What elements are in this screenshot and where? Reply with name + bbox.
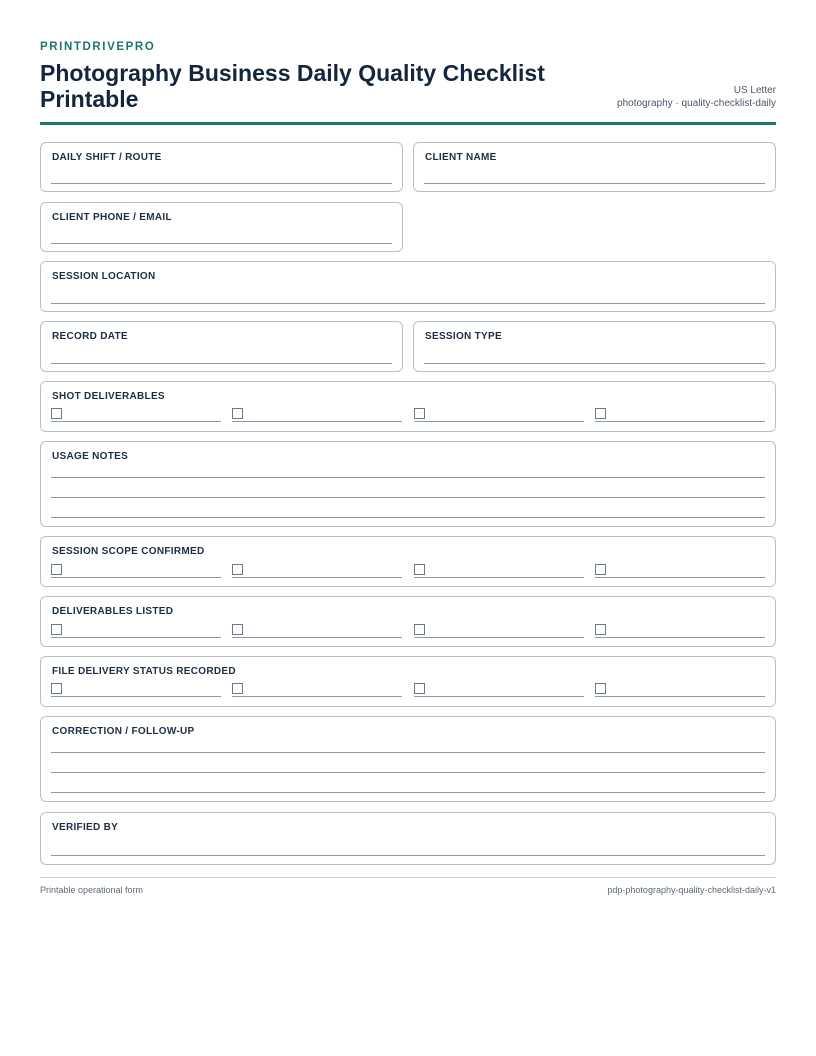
write-line[interactable]: [51, 363, 392, 364]
field-label: SESSION LOCATION: [52, 271, 156, 282]
record-date-field[interactable]: [40, 321, 403, 372]
checkbox-group: [51, 563, 765, 579]
checkbox[interactable]: [595, 683, 606, 694]
field-label: SESSION TYPE: [425, 331, 502, 342]
field-label: CORRECTION / FOLLOW-UP: [52, 726, 195, 737]
checkbox-item[interactable]: [232, 407, 402, 422]
write-line[interactable]: [424, 363, 765, 364]
write-line[interactable]: [51, 183, 392, 184]
footer-divider: [40, 877, 776, 878]
field-label: SHOT DELIVERABLES: [52, 391, 165, 402]
checkbox[interactable]: [595, 564, 606, 575]
deliverables-listed-field: [40, 596, 776, 647]
usage-notes-field[interactable]: [40, 441, 776, 527]
paper-size-label: US Letter: [733, 85, 776, 96]
checkbox-item[interactable]: [51, 682, 221, 697]
field-label: USAGE NOTES: [52, 451, 129, 462]
write-line[interactable]: [51, 772, 765, 773]
checkbox-group: [51, 623, 765, 639]
session-location-field[interactable]: [40, 261, 776, 312]
field-label: VERIFIED BY: [52, 822, 119, 833]
session-type-field[interactable]: [413, 321, 776, 372]
checkbox[interactable]: [414, 408, 425, 419]
field-label: RECORD DATE: [52, 331, 128, 342]
checkbox[interactable]: [414, 564, 425, 575]
checkbox-item[interactable]: [595, 407, 765, 422]
field-label: DAILY SHIFT / ROUTE: [52, 152, 162, 163]
checkbox-item[interactable]: [232, 563, 402, 578]
checkbox-item[interactable]: [232, 623, 402, 638]
field-label: FILE DELIVERY STATUS RECORDED: [52, 666, 236, 677]
write-line[interactable]: [51, 792, 765, 793]
checkbox[interactable]: [51, 624, 62, 635]
checkbox-item[interactable]: [414, 682, 584, 697]
page-title: Photography Business Daily Quality Checklist Printable: [40, 60, 545, 112]
write-line[interactable]: [51, 303, 765, 304]
checkbox[interactable]: [595, 624, 606, 635]
field-label: CLIENT PHONE / EMAIL: [52, 212, 172, 223]
shot-deliverables-field: [40, 381, 776, 432]
verified-by-field[interactable]: [40, 812, 776, 865]
write-line[interactable]: [51, 243, 392, 244]
checkbox[interactable]: [232, 683, 243, 694]
checkbox[interactable]: [51, 408, 62, 419]
field-label: DELIVERABLES LISTED: [52, 606, 174, 617]
file-delivery-status-field: [40, 656, 776, 707]
write-line[interactable]: [51, 517, 765, 518]
client-phone-email-field[interactable]: [40, 202, 403, 252]
checkbox-item[interactable]: [414, 623, 584, 638]
checkbox-group: [51, 682, 765, 698]
checkbox[interactable]: [232, 564, 243, 575]
tags-label: photography · quality-checklist-daily: [617, 98, 776, 109]
checkbox[interactable]: [595, 408, 606, 419]
field-label: CLIENT NAME: [425, 152, 497, 163]
write-line[interactable]: [51, 855, 765, 856]
checkbox[interactable]: [232, 408, 243, 419]
page-meta: [617, 84, 776, 110]
correction-follow-up-field[interactable]: [40, 716, 776, 802]
client-name-field[interactable]: [413, 142, 776, 192]
checkbox-item[interactable]: [51, 563, 221, 578]
checkbox[interactable]: [232, 624, 243, 635]
write-line[interactable]: [51, 477, 765, 478]
write-line[interactable]: [424, 183, 765, 184]
session-scope-confirmed-field: [40, 536, 776, 587]
header-divider: [40, 122, 776, 125]
checkbox-group: [51, 407, 765, 423]
checkbox-item[interactable]: [414, 407, 584, 422]
checkbox[interactable]: [414, 624, 425, 635]
daily-shift-route-field[interactable]: [40, 142, 403, 192]
footer-form-id: pdp-photography-quality-checklist-daily-v1: [607, 885, 776, 895]
write-line[interactable]: [51, 752, 765, 753]
brand-logo-text: PRINTDRIVEPRO: [40, 41, 156, 53]
checkbox[interactable]: [414, 683, 425, 694]
field-label: SESSION SCOPE CONFIRMED: [52, 546, 205, 557]
checkbox[interactable]: [51, 564, 62, 575]
checkbox-item[interactable]: [595, 623, 765, 638]
checkbox-item[interactable]: [51, 623, 221, 638]
checkbox-item[interactable]: [51, 407, 221, 422]
footer-form-type: Printable operational form: [40, 885, 144, 895]
write-line[interactable]: [51, 497, 765, 498]
checkbox-item[interactable]: [232, 682, 402, 697]
checkbox-item[interactable]: [414, 563, 584, 578]
checkbox-item[interactable]: [595, 682, 765, 697]
checkbox[interactable]: [51, 683, 62, 694]
checkbox-item[interactable]: [595, 563, 765, 578]
